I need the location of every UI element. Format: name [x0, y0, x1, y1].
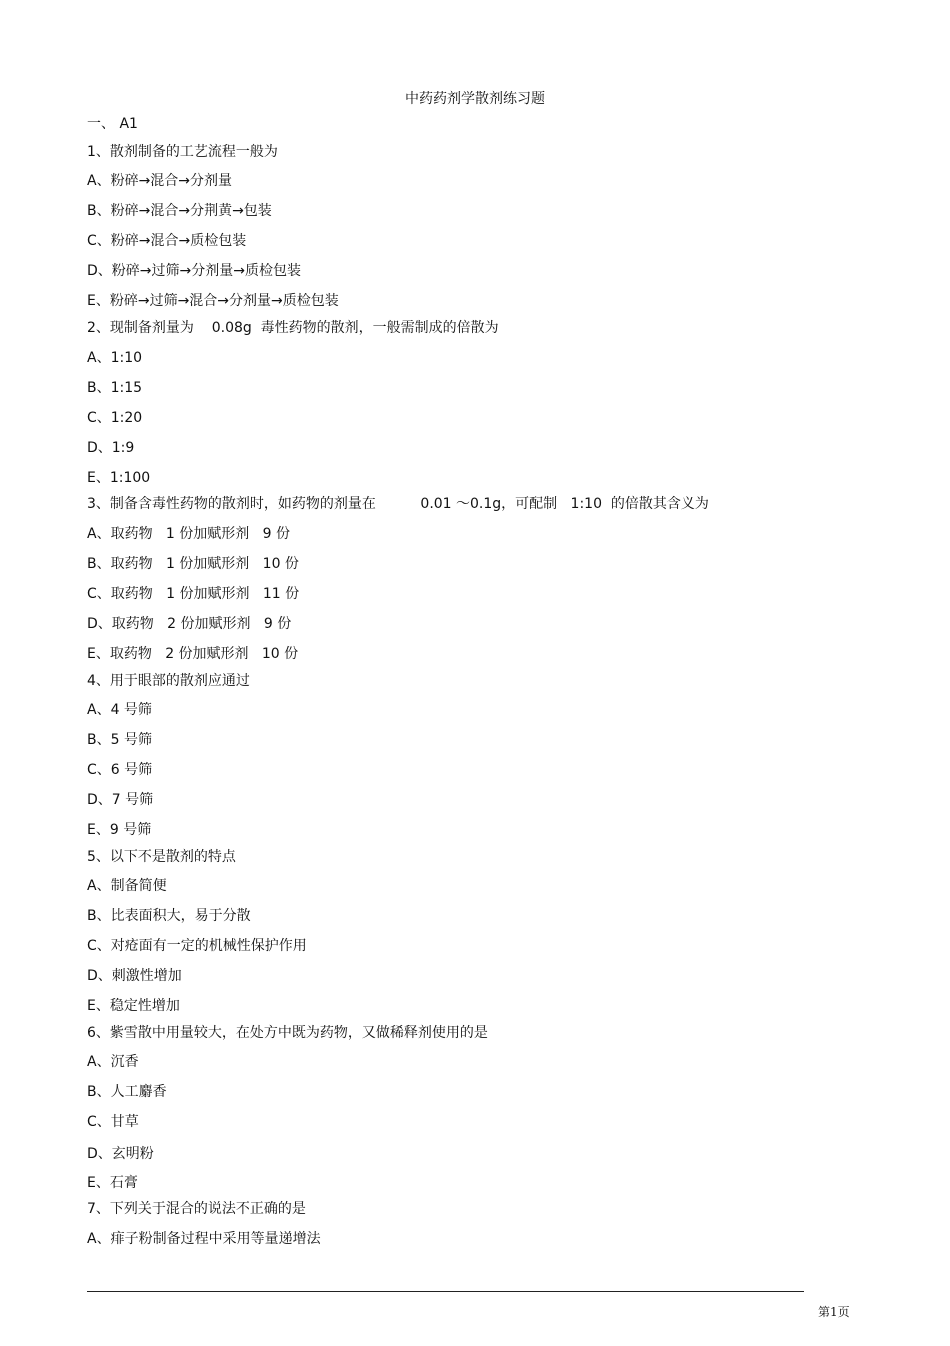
question-1-option-b: B、粉碎→混合→分荆黄→包装	[87, 203, 272, 219]
question-2: 2、现制备剂量为 0.08g 毒性药物的散剂，一般需制成的倍散为	[87, 320, 499, 336]
question-3-option-e: E、取药物 2 份加赋形剂 10 份	[87, 646, 299, 662]
question-5-option-e: E、稳定性增加	[87, 998, 180, 1014]
question-1-option-a: A、粉碎→混合→分剂量	[87, 173, 233, 189]
question-3-option-c: C、取药物 1 份加赋形剂 11 份	[87, 586, 300, 602]
question-5: 5、以下不是散剂的特点	[87, 849, 236, 865]
question-1-option-c: C、粉碎→混合→质检包装	[87, 233, 247, 249]
question-7-option-a: A、痱子粉制备过程中采用等量递增法	[87, 1231, 321, 1247]
question-6-option-b: B、人工麝香	[87, 1084, 167, 1100]
question-2-option-d: D、1:9	[87, 440, 135, 456]
question-6: 6、紫雪散中用量较大，在处方中既为药物，又做稀释剂使用的是	[87, 1025, 488, 1041]
footer-rule	[87, 1291, 804, 1292]
question-5-option-d: D、刺激性增加	[87, 968, 182, 984]
question-4-option-b: B、5 号筛	[87, 732, 152, 748]
question-6-option-c: C、甘草	[87, 1114, 139, 1130]
page-title: 中药药剂学散剂练习题	[405, 91, 545, 107]
question-6-option-a: A、沉香	[87, 1054, 139, 1070]
question-3: 3、制备含毒性药物的散剂时，如药物的剂量在 0.01 ～0.1g，可配制 1:10 的倍散其含义为	[87, 496, 709, 512]
question-2-option-c: C、1:20	[87, 410, 143, 426]
question-3-option-d: D、取药物 2 份加赋形剂 9 份	[87, 616, 292, 632]
question-6-option-e: E、石膏	[87, 1175, 138, 1191]
question-2-option-e: E、1:100	[87, 470, 151, 486]
question-3-option-b: B、取药物 1 份加赋形剂 10 份	[87, 556, 299, 572]
question-3-option-a: A、取药物 1 份加赋形剂 9 份	[87, 526, 290, 542]
question-7: 7、下列关于混合的说法不正确的是	[87, 1201, 306, 1217]
question-6-option-d: D、玄明粉	[87, 1146, 154, 1162]
question-1-option-e: E、粉碎→过筛→混合→分剂量→质检包装	[87, 293, 339, 309]
question-5-option-b: B、比表面积大，易于分散	[87, 908, 251, 924]
section-heading: 一、 A1	[87, 116, 138, 132]
question-4-option-d: D、7 号筛	[87, 792, 154, 808]
question-4-option-c: C、6 号筛	[87, 762, 153, 778]
question-5-option-c: C、对疮面有一定的机械性保护作用	[87, 938, 307, 954]
question-2-option-b: B、1:15	[87, 380, 143, 396]
question-4-option-a: A、4 号筛	[87, 702, 152, 718]
question-1: 1、散剂制备的工艺流程一般为	[87, 144, 278, 160]
question-4: 4、用于眼部的散剂应通过	[87, 673, 250, 689]
page-number: 第1页	[818, 1305, 850, 1319]
question-4-option-e: E、9 号筛	[87, 822, 152, 838]
question-5-option-a: A、制备简便	[87, 878, 167, 894]
question-1-option-d: D、粉碎→过筛→分剂量→质检包装	[87, 263, 301, 279]
question-2-option-a: A、1:10	[87, 350, 143, 366]
